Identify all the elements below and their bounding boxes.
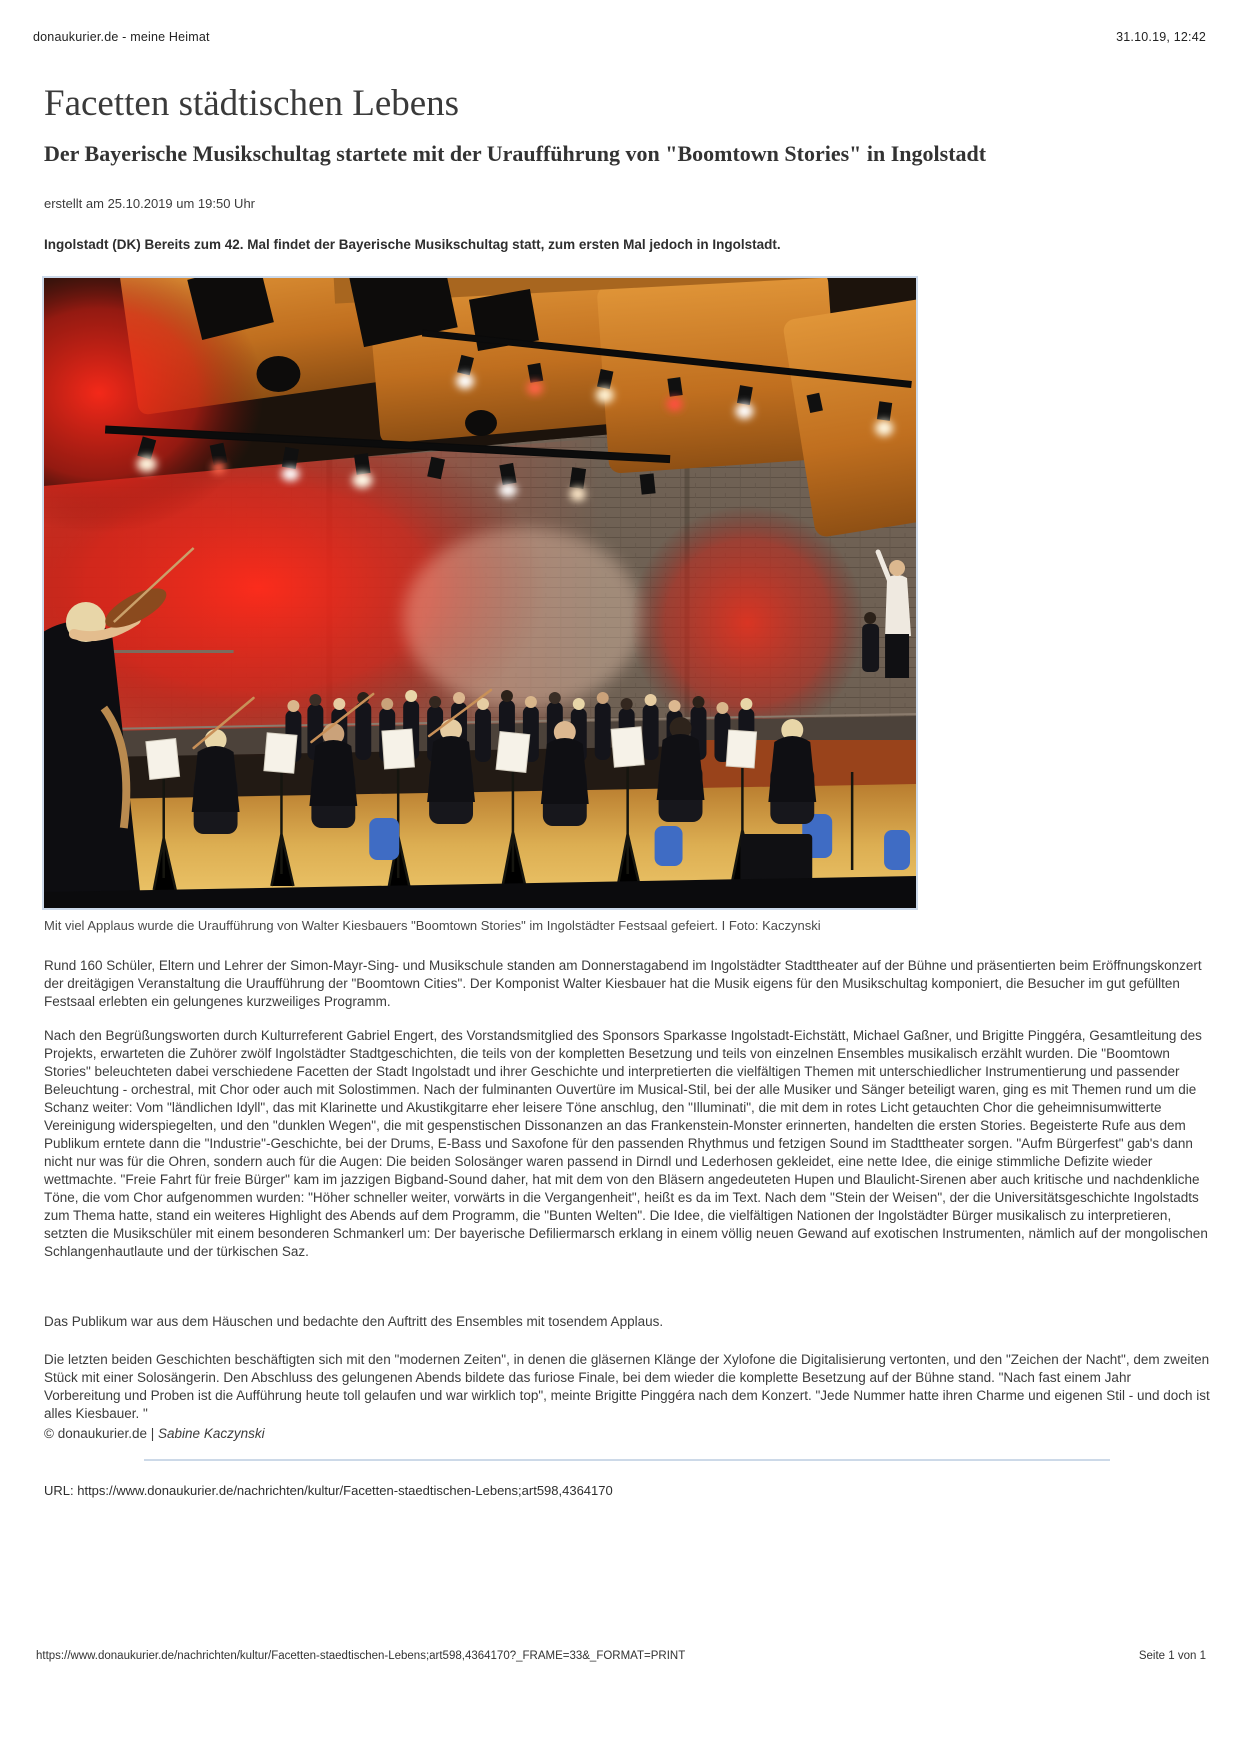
published-date: erstellt am 25.10.2019 um 19:50 Uhr: [44, 195, 256, 211]
article-paragraph: Nach den Begrüßungsworten durch Kulturreferent Gabriel Engert, des Vorstandsmitglied des Sponsors Sparkasse Ingolstadt-Eichstätt, Michael Gaßner, und Brigitte Pinggéra, Gesamtleitung des Projekts, erwarteten die Zuhörer zwölf Ingolstädter Stadtgeschichten, die teils von der kompletten Besetzung und teils von einzelnen Ensembles musikalisch erzählt wurden. Die "Boomtown Stories" beleuchteten dabei verschiedene Facetten der Stadt Ingolstadt und ihrer Geschichte und interpretierten die vielfältigen Themen mit unterschiedlicher Instrumentierung und passender Beleuchtung - orchestral, mit Chor oder auch mit Solostimmen. Nach der fulminanten Ouvertüre im Musical-Stil, bei der alle Musiker und Sänger beteiligt waren, ging es mit Themen rund um die Schanz weiter: Vom "ländlichen Idyll", das mit Klarinette und Akustikgitarre eher leisere Töne anschlug, den "Illuminati", die mit dem in rotes Licht getauchten Chor die geheimnisumwitterte Vereinigung widerspiegelten, und den "dunklen Wegen", die mit gespenstischen Dissonanzen an das Frankenstein-Monster erinnerten, handelten die ersten Stories. Begeisterte Rufe aus dem Publikum erntete dann die "Industrie"-Geschichte, bei der Drums, E-Bass und Saxofone für den passenden Rhythmus und fetzigen Sound im Stadttheater sorgen. "Aufm Bürgerfest" gab's dann nicht nur was für die Ohren, sondern auch für die Augen: Die beiden Solosänger waren passend in Dirndl und Lederhosen gekleidet, eine nette Idee, die einige stimmliche Defizite wieder wettmachte. "Freie Fahrt für freie Bürger" kam im jazzigen Bigband-Sound daher, hat mit dem von den Bläsern angedeuteten Hupen und Blaulicht-Sirenen aber auch kritische und nachdenkliche Töne, die vom Chor aufgenommen wurden: "Höher schneller weiter, vorwärts in die Vergangenheit", heißt es da im Text. Nach dem "Stein der Weisen", der die Universitätsgeschichte Ingolstadts zum Thema hatte, stand ein weiteres Highlight des Abends auf dem Programm, die "Bunten Welten". Die Idee, die vielfältigen Nationen der Ingolstädter Bürger musikalisch zu interpretieren, setzten die Musikschüler mit einem besonderen Schmankerl um: Der bayerische Defiliermarsch erklang in einem völlig neuen Gewand auf exotischen Instrumenten, nämlich auf der mongolischen Schlangenhautlaute und der türkischen Saz.: [44, 1027, 1208, 1259]
page-footer: [36, 1650, 1206, 1662]
header-site-title: donaukurier.de - meine Heimat: [33, 30, 210, 44]
credit-author: Sabine Kaczynski: [158, 1425, 265, 1441]
divider: [144, 1459, 1110, 1461]
credit-source: © donaukurier.de |: [44, 1425, 159, 1441]
article: [44, 84, 1210, 1498]
article-body: [44, 957, 1210, 1443]
article-url: URL: https://www.donaukurier.de/nachrichten/kultur/Facetten-staedtischen-Lebens;art598,4364170: [44, 1482, 613, 1498]
photo-caption: Mit viel Applaus wurde die Uraufführung von Walter Kiesbauers "Boomtown Stories" im Ingolstädter Festsaal gefeiert. I Foto: Kaczynski: [44, 917, 821, 933]
footer-page-number: Seite 1 von 1: [1138, 1650, 1206, 1662]
article-photo: [44, 278, 916, 908]
page-header: [33, 30, 1206, 44]
article-paragraph: Rund 160 Schüler, Eltern und Lehrer der Simon-Mayr-Sing- und Musikschule standen am Donnerstagabend im Ingolstädter Stadttheater auf der Bühne und präsentierten beim Eröffnungskonzert der dreitägigen Veranstaltung die Uraufführung der "Boomtown Cities". Der Komponist Walter Kiesbauer hat die Musik eigens für den Musikschultag komponiert, die Besucher im gut gefüllten Festsaal erlebten ein gelungenes kurzweiliges Programm.: [44, 957, 1202, 1009]
article-paragraph: Die letzten beiden Geschichten beschäftigten sich mit den "modernen Zeiten", in denen die gläsernen Klänge der Xylofone die Digitalisierung vertonten, und den "Zeichen der Nacht", dem zweiten Stück mit einer Solosängerin. Den Abschluss des gelungenen Abends bildete das furiose Finale, bei dem wieder die komplette Besetzung auf der Bühne stand. "Nach fast einem Jahr Vorbereitung und Proben ist die Aufführung heute toll gelaufen und war wirklich top", meinte Brigitte Pinggéra nach dem Konzert. "Jede Nummer hatte ihren Charme und eigenen Stil - und doch ist alles Kiesbauer. ": [44, 1351, 1210, 1421]
article-lede: Ingolstadt (DK) Bereits zum 42. Mal findet der Bayerische Musikschultag statt, zum ersten Mal jedoch in Ingolstadt.: [44, 236, 781, 252]
header-datetime: 31.10.19, 12:42: [1116, 30, 1206, 44]
article-photo-block: [44, 278, 916, 933]
article-credit: [44, 1425, 1210, 1443]
footer-url: https://www.donaukurier.de/nachrichten/kultur/Facetten-staedtischen-Lebens;art598,4364170?_FRAME=33&_FORMAT=PRINT: [36, 1650, 686, 1662]
article-subtitle: Der Bayerische Musikschultag startete mit der Uraufführung von "Boomtown Stories" in Ingolstadt: [44, 140, 987, 166]
article-title: Facetten städtischen Lebens: [44, 83, 460, 124]
article-paragraph: Das Publikum war aus dem Häuschen und bedachte den Auftritt des Ensembles mit tosendem Applaus.: [44, 1313, 664, 1329]
